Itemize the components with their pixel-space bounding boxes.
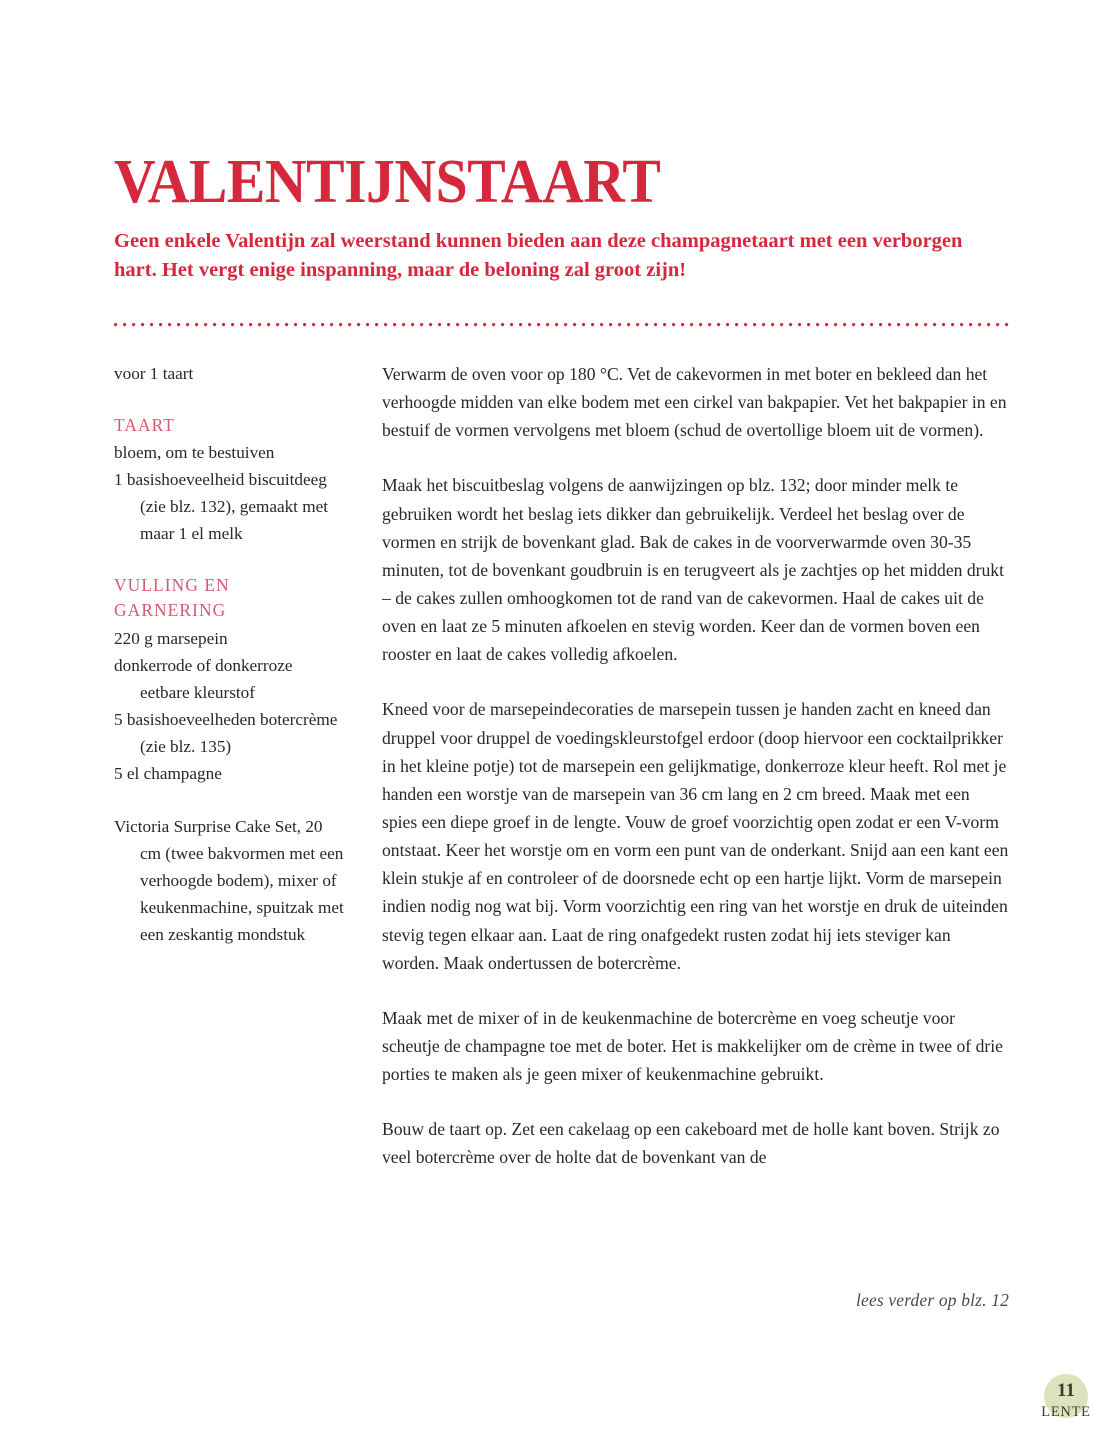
ingredient-list <box>114 625 346 787</box>
ingredient-item: donkerrode of donkerroze eetbare kleurstof <box>114 655 293 702</box>
recipe-subtitle: Geen enkele Valentijn zal weerstand kunnen bieden aan deze champagnetaart met een verborgen hart. Het vergt enige inspanning, maar de beloning zal groot zijn! <box>114 229 963 281</box>
method-column <box>382 360 1009 1172</box>
masthead <box>114 148 1009 285</box>
method-paragraph: Verwarm de oven voor op 180 °C. Vet de cakevormen in met boter en bekleed dan het verhoogde midden van elke bodem met een cirkel van bakpapier. Vet het bakpapier in en bestuif de vormen vervolgens met bloem (schud de overtollige bloem uit de vormen). <box>382 364 1007 441</box>
ingredient-item: 1 basishoeveelheid biscuitdeeg (zie blz. 132), gemaakt met maar 1 el melk <box>114 470 329 544</box>
ingredient-item: bloem, om te bestuiven <box>114 443 275 463</box>
ingredient-section-heading: TAART <box>114 415 176 435</box>
season-label: LENTE <box>1041 1404 1091 1420</box>
equipment-item: Victoria Surprise Cake Set, 20 cm (twee bakvormen met een verhoogde bodem), mixer of keukenmachine, spuitzak met een zeskantig mondstuk <box>114 816 344 944</box>
recipe-yield: voor 1 taart <box>114 364 194 383</box>
ingredient-section-heading: VULLING EN GARNERING <box>114 575 230 621</box>
ingredient-item: 220 g marsepein <box>114 628 228 648</box>
ingredient-section-vulling <box>114 573 346 786</box>
ingredient-item: 5 el champagne <box>114 763 222 783</box>
ingredient-section-taart <box>114 413 346 547</box>
page-number: 11 <box>1057 1380 1075 1401</box>
method-paragraph: Kneed voor de marsepeindecoraties de marsepein tussen je handen zacht en kneed dan druppel voor druppel de voedingskleurstofgel erdoor (doop hiervoor een cocktailprikker in het kleine potje) tot de marsepein een gelijkmatige, donkerroze kleur heeft. Rol met je handen een worstje van de marsepein van 36 cm lang en 2 cm breed. Maak met een spies een diepe groef in de lengte. Vouw de groef voorzichtig open zodat er een V-vorm ontstaat. Keer het worstje om en vorm een punt van de onderkant. Snijd aan een kant een klein stukje af en controleer of de doorsnede echt op een hartje lijkt. Vorm de marsepein indien nodig nog wat bij. Vorm voorzichtig een ring van het worstje en druk de uiteinden stevig tegen elkaar aan. Laat de ring onafgedekt rusten zodat hij iets steviger kan worden. Maak ondertussen de botercrème. <box>382 699 1009 973</box>
method-paragraph: Maak met de mixer of in de keukenmachine de botercrème en voeg scheutje voor scheutje de champagne toe met de boter. Het is makkelijker om de crème in twee of drie porties te maken als je geen mixer of keukenmachine gebruikt. <box>382 1007 1003 1085</box>
ingredient-item: 5 basishoeveelheden botercrème (zie blz. 135) <box>114 709 338 756</box>
dotted-divider <box>114 323 1009 327</box>
method-paragraph: Maak het biscuitbeslag volgens de aanwijzingen op blz. 132; door minder melk te gebruiken wordt het beslag iets dikker dan gebruikelijk. Verdeel het beslag over de vormen en strijk de bovenkant glad. Bak de cakes in de voorverwarmde oven 30-35 minuten, tot de bovenkant goudbruin is en terugveert als je zachtjes op het midden drukt – de cakes zullen omhoogkomen tot de rand van de cakevormen. Haal de cakes uit de oven en laat ze 5 minuten afkoelen en stevig worden. Keer dan de vormen boven een rooster en laat de cakes volledig afkoelen. <box>382 475 1004 665</box>
method-paragraph: Bouw de taart op. Zet een cakelaag op een cakeboard met de holle kant boven. Strijk zo veel botercrème over de holte dat de bovenkant van de <box>382 1119 1000 1168</box>
equipment-list <box>114 813 346 948</box>
page-title: VALENTIJNSTAART <box>114 148 661 216</box>
ingredients-column <box>114 360 346 948</box>
page-number-badge <box>1038 1374 1094 1436</box>
continue-reading-note: lees verder op blz. 12 <box>856 1290 1009 1310</box>
ingredient-list <box>114 439 346 547</box>
